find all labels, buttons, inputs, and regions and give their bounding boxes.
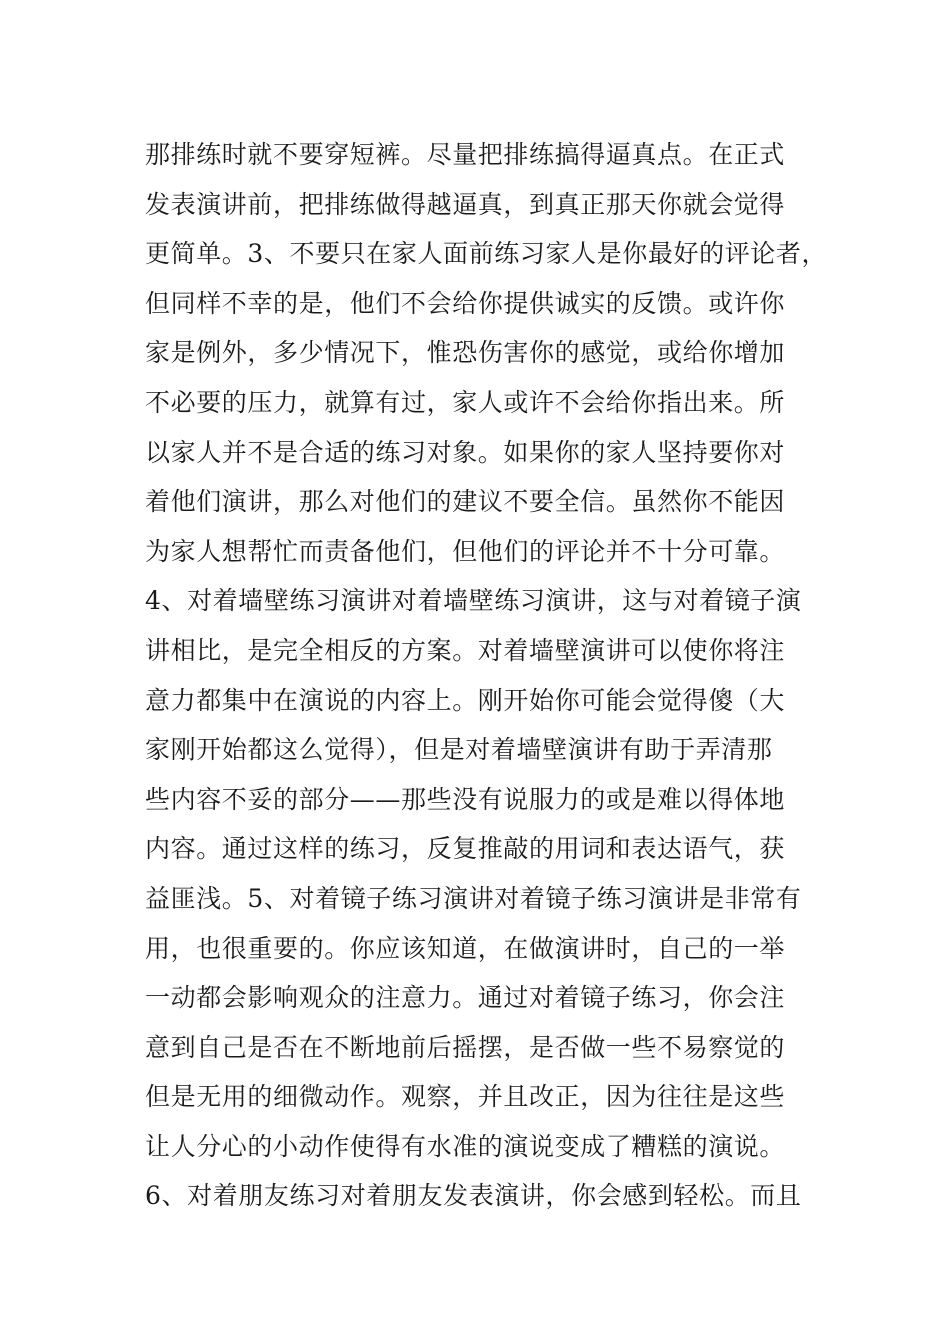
text-line: 意力都集中在演说的内容上。刚开始你可能会觉得傻（大 — [145, 685, 786, 715]
text-line: 讲相比，是完全相反的方案。对着墙壁演讲可以使你将注 — [145, 635, 786, 665]
text-line: 以家人并不是合适的练习对象。如果你的家人坚持要你对 — [145, 437, 786, 467]
text-line: 为家人想帮忙而责备他们，但他们的评论并不十分可靠。 — [145, 536, 786, 566]
text-line: 但是无用的细微动作。观察，并且改正，因为往往是这些 — [145, 1082, 786, 1112]
text-line: 一动都会影响观众的注意力。通过对着镜子练习，你会注 — [145, 983, 786, 1013]
text-line: 意到自己是否在不断地前后摇摆，是否做一些不易察觉的 — [145, 1032, 786, 1062]
text-line: 益匪浅。5、对着镜子练习演讲对着镜子练习演讲是非常有 — [145, 883, 802, 913]
text-line: 内容。通过这样的练习，反复推敲的用词和表达语气，获 — [145, 834, 786, 864]
text-line: 但同样不幸的是，他们不会给你提供诚实的反馈。或许你 — [145, 288, 786, 318]
text-line: 家刚开始都这么觉得），但是对着墙壁演讲有助于弄清那 — [145, 735, 773, 765]
text-line: 4、对着墙壁练习演讲对着墙壁练习演讲，这与对着镜子演 — [145, 586, 802, 616]
text-line: 更简单。3、不要只在家人面前练习家人是你最好的评论者， — [145, 239, 828, 269]
text-line: 用，也很重要的。你应该知道，在做演讲时，自己的一举 — [145, 933, 786, 963]
text-line: 家是例外，多少情况下，惟恐伤害你的感觉，或给你增加 — [145, 338, 786, 368]
text-line: 6、对着朋友练习对着朋友发表演讲，你会感到轻松。而且 — [145, 1181, 802, 1211]
text-line: 发表演讲前，把排练做得越逼真，到真正那天你就会觉得 — [145, 189, 786, 219]
text-line: 着他们演讲，那么对他们的建议不要全信。虽然你不能因 — [145, 487, 786, 517]
text-line: 些内容不妥的部分——那些没有说服力的或是难以得体地 — [145, 784, 786, 814]
text-line: 那排练时就不要穿短裤。尽量把排练搞得逼真点。在正式 — [145, 140, 786, 169]
text-line: 让人分心的小动作使得有水准的演说变成了糟糕的演说。 — [145, 1131, 786, 1161]
text-line: 不必要的压力，就算有过，家人或许不会给你指出来。所 — [145, 387, 786, 417]
body-text — [145, 130, 835, 1221]
